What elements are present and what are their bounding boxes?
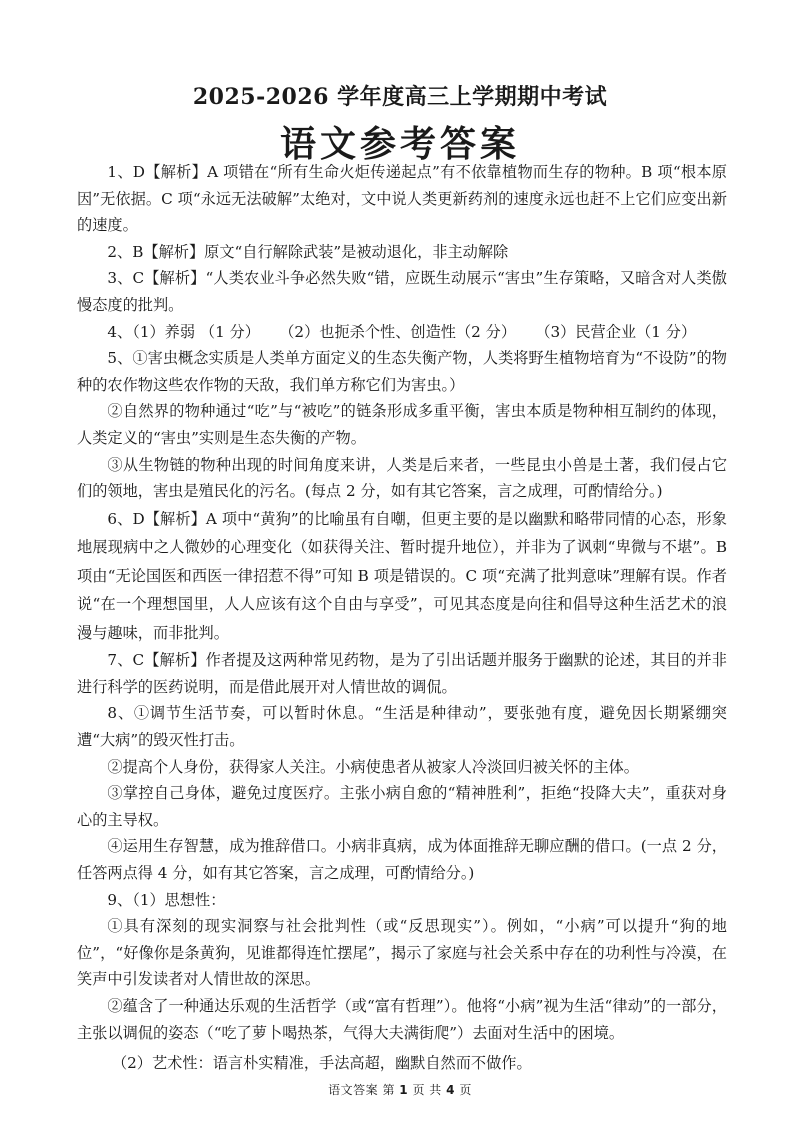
answer-q6: 6、D【解析】A 项中“黄狗”的比喻虽有自嘲，但更主要的是以幽默和略带同情的心态，形象地展现病中之人微妙的心理变化（如获得关注、暂时提升地位），并非为了讽刺“卑微与不堪”。B 项由“无论国医和西医一律招惹不得”可知 B 项是错误的。C 项“充满了批判意味”理解有误。作者说“在一个理想国里，人人应该有这个自由与享受”，可见其态度是向往和倡导这种生活艺术的浪漫与趣味，而非批判。 <box>77 509 727 642</box>
answer-q3: 3、C【解析】“人类农业斗争必然失败“错，应既生动展示“害虫”生存策略，又暗含对人类傲慢态度的批判。 <box>77 269 727 314</box>
footer-total-pages: 4 <box>446 1083 455 1097</box>
answer-q9-point2: ②蕴含了一种通达乐观的生活哲学（或“富有哲理”）。他将“小病”视为生活“律动”的一部分，主张以调侃的姿态（“吃了萝卜喝热茶，气得大夫满街爬”）去面对生活中的困境。 <box>77 996 727 1042</box>
answer-q8-point2: ②提高个人身份，获得家人关注。小病使患者从被家人冷淡回归被关怀的主体。 <box>107 757 639 776</box>
answer-q2: 2、B【解析】原文“自行解除武装”是被动退化，非主动解除 <box>107 242 509 261</box>
page-footer <box>0 1081 800 1098</box>
answer-q8-point3: ③掌控自己身体，避免过度医疗。主张小病自愈的“精神胜利”，拒绝“投降大夫”，重获对身心的主导权。 <box>77 784 727 829</box>
answer-q5-point2: ②自然界的物种通过“吃”与“被吃”的链条形成多重平衡，害虫本质是物种相互制约的体现，人类定义的“害虫”实则是生态失衡的产物。 <box>77 402 727 447</box>
answer-q1: 1、D【解析】A 项错在“所有生命火炬传递起点”有不依靠植物而生存的物种。B 项“根本原因”无依据。C 项“永远无法破解”太绝对，文中说人类更新药剂的速度永远也赶不上它们应变出新的速度。 <box>77 163 727 235</box>
answer-q5-point3: ③从生物链的物种出现的时间角度来讲，人类是后来者，一些昆虫小兽是土著，我们侵占它们的领地，害虫是殖民化的污名。(每点 2 分，如有其它答案，言之成理，可酌情给分。) <box>77 455 727 501</box>
answer-q4: 4、（1）养弱 （1 分） （2）也扼杀个性、创造性（2 分） （3）民营企业（1 分） <box>107 322 697 341</box>
document-subtitle: 语文参考答案 <box>279 123 520 165</box>
footer-page-number: 1 <box>399 1083 409 1097</box>
answer-q8-point4: ④运用生存智慧，成为推辞借口。小病非真病，成为体面推辞无聊应酬的借口。(一点 2 分，任答两点得 4 分，如有其它答案，言之成理，可酌情给分。) <box>77 837 727 882</box>
footer-mid: 页 共 <box>412 1083 442 1097</box>
answer-q9-heading: 9、（1）思想性： <box>107 890 226 909</box>
answer-q9-point1: ①具有深刻的现实洞察与社会批判性（或“反思现实”）。例如，“小病”可以提升“狗的地位”，“好像你是条黄狗，见谁都得连忙摆尾”，揭示了家庭与社会关系中存在的功利性与冷漠，在笑声中引发读者对人情世故的深思。 <box>77 917 727 989</box>
footer-end: 页 <box>459 1083 472 1097</box>
answer-q8-point1: 8、①调节生活节奏，可以暂时休息。“生活是种律动”，要张弛有度，避免因长期紧绷突遭“大病”的毁灭性打击。 <box>77 704 727 749</box>
answer-q9-artistry: （2）艺术性：语言朴实精准，手法高超，幽默自然而不做作。 <box>111 1054 532 1073</box>
answer-list <box>77 159 727 1077</box>
answer-q5-point1: 5、①害虫概念实质是人类单方面定义的生态失衡产物，人类将野生植物培育为“不设防”的物种的农作物这些农作物的天敌，我们单方称它们为害虫。） <box>77 349 727 394</box>
answer-q7: 7、C【解析】作者提及这两种常见药物，是为了引出话题并服务于幽默的论述，其目的并非进行科学的医药说明，而是借此展开对人情世故的调侃。 <box>77 651 727 696</box>
footer-label: 语文答案 第 <box>328 1083 395 1097</box>
exam-title: 2025-2026 学年度高三上学期期中考试 <box>192 84 608 110</box>
